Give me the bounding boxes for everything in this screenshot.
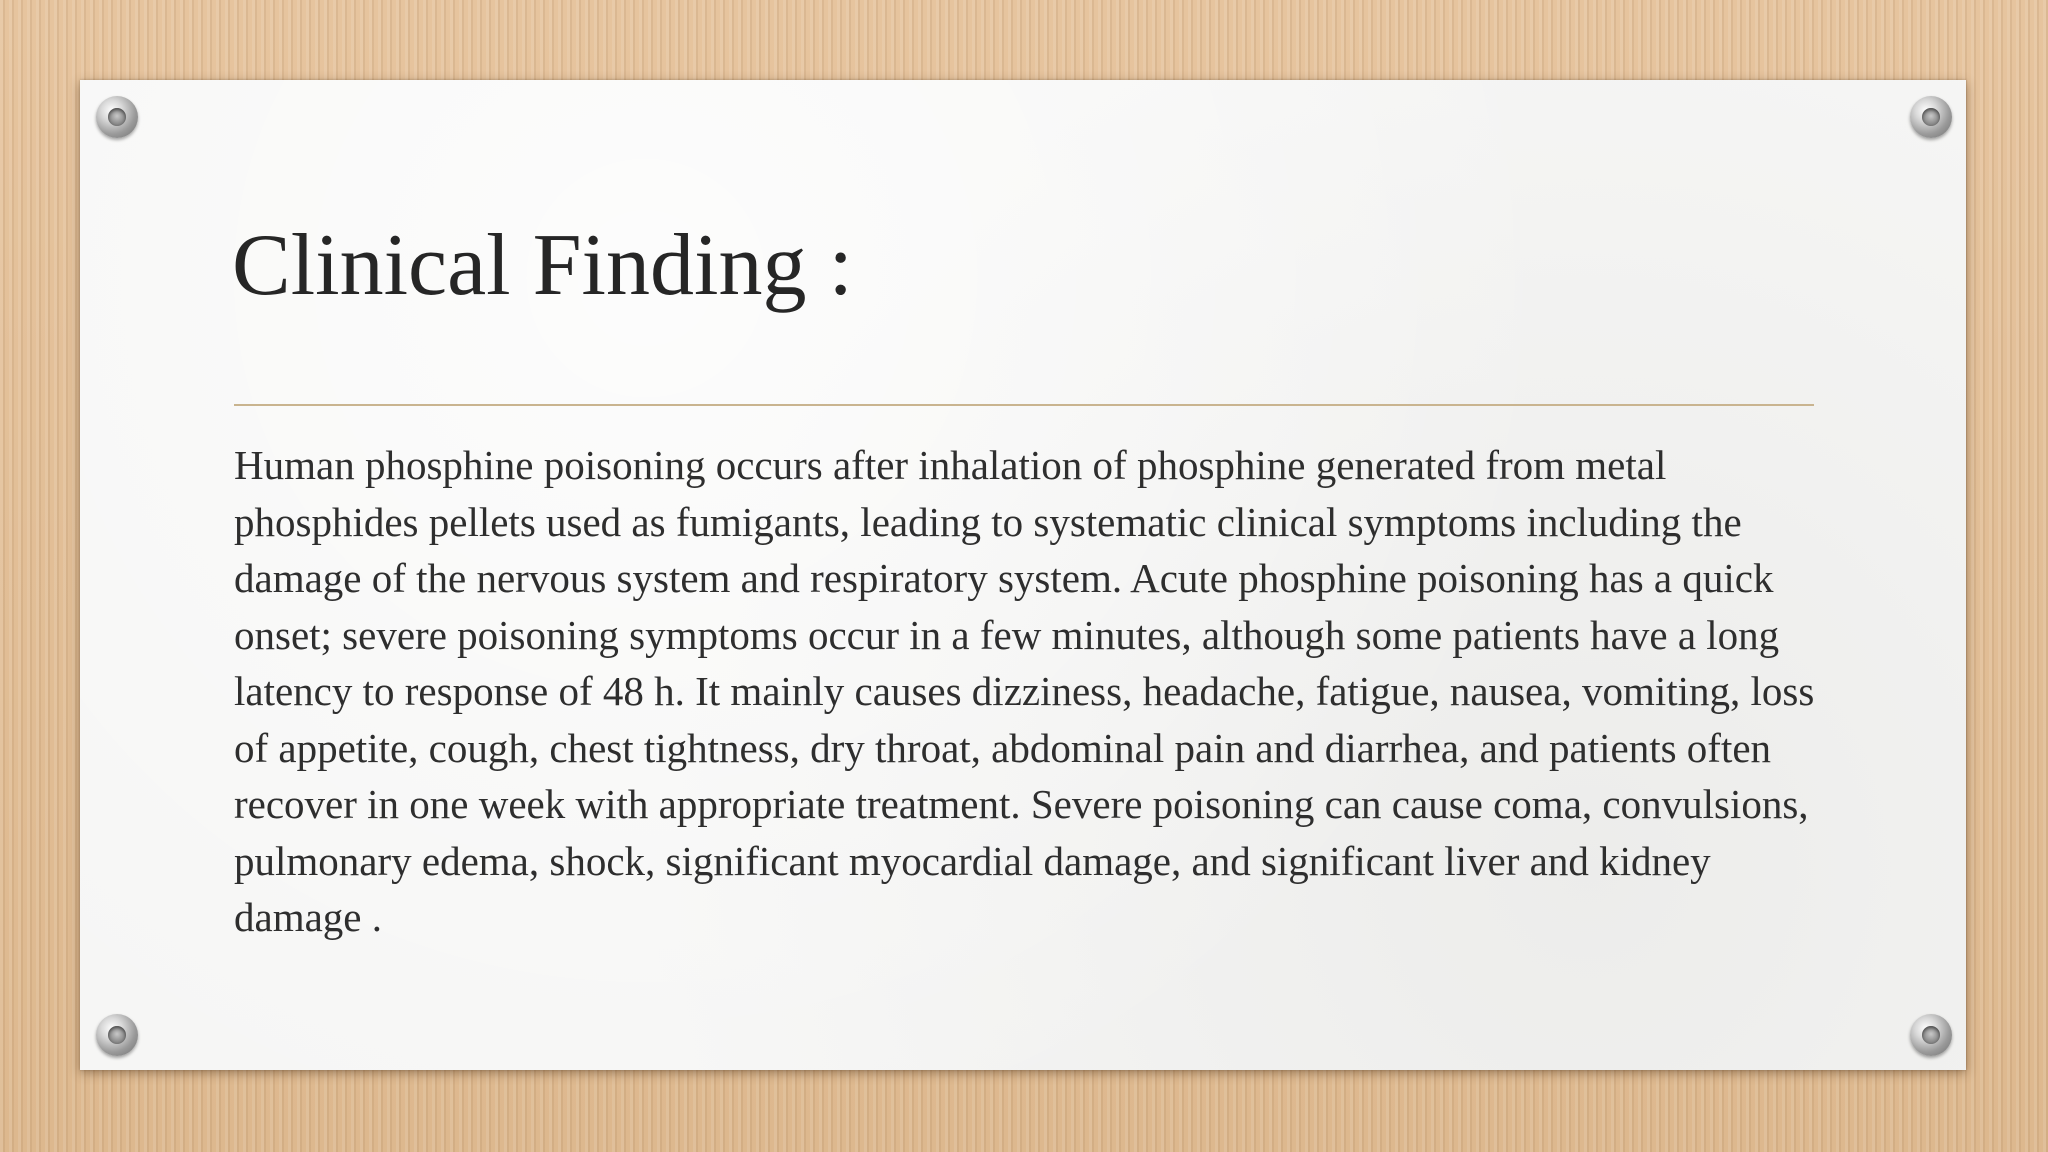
grommet-top-right-icon [1910,96,1952,138]
slide-title: Clinical Finding : [232,217,853,314]
grommet-bottom-right-icon [1910,1014,1952,1056]
grommet-bottom-left-icon [96,1014,138,1056]
slide-body-text: Human phosphine poisoning occurs after inhalation of phosphine generated from metal phosphides pellets used as fumigants, leading to systematic clinical symptoms including the damage of the nervous system and respiratory system. Acute phosphine poisoning has a quick onset; severe poisoning symptoms occur in a few minutes, although some patients have a long latency to response of 48 h. It mainly causes dizziness, headache, fatigue, nausea, vomiting, loss of appetite, cough, chest tightness, dry throat, abdominal pain and diarrhea, and patients often recover in one week with appropriate treatment. Severe poisoning can cause coma, convulsions, pulmonary edema, shock, significant myocardial damage, and significant liver and kidney damage . [234,442,1815,940]
title-divider [234,404,1814,406]
grommet-top-left-icon [96,96,138,138]
